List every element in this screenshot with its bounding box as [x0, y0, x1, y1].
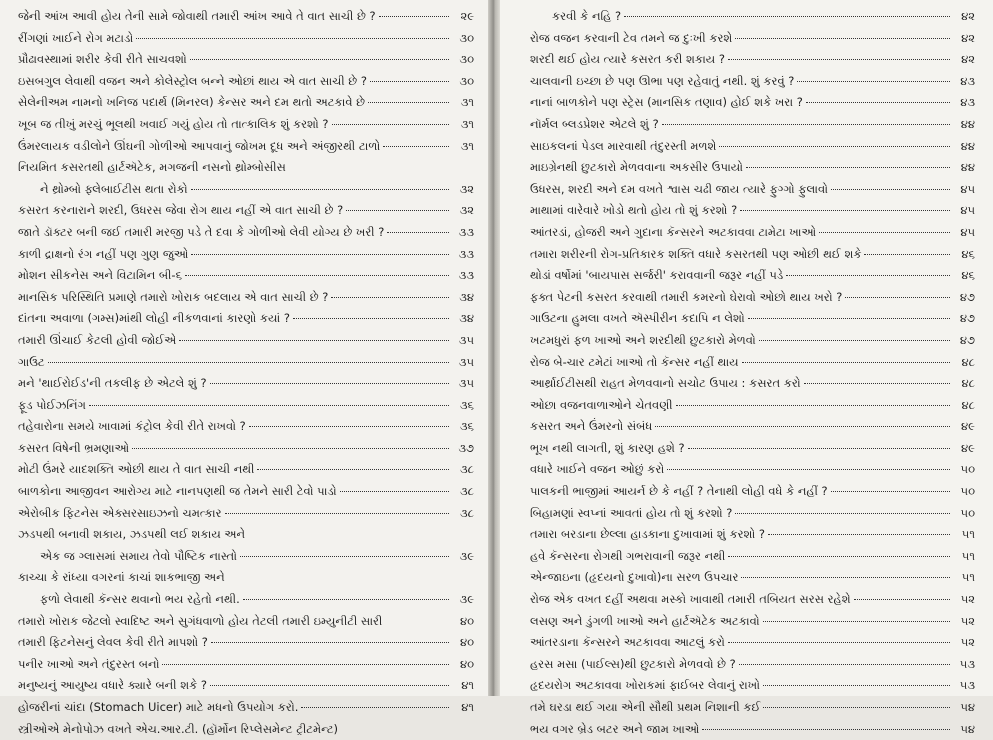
- toc-page-number: ૩૫: [458, 354, 474, 369]
- toc-entry: [18, 697, 474, 719]
- dot-leader: [655, 426, 950, 427]
- dot-leader: [759, 340, 950, 341]
- toc-entry-title: મોશન સીકનેસ અને વિટામિન બી-૬: [18, 268, 183, 283]
- toc-page-number: ૫૨: [960, 613, 975, 628]
- toc-entry: [530, 49, 975, 71]
- toc-entry-title: પ્રૌઢાવસ્થામાં શરીર કેવી રીતે સાચવશો: [18, 52, 187, 67]
- dot-leader: [804, 383, 950, 384]
- toc-entry: [530, 524, 975, 546]
- toc-entry-title: કસરત કરનારાને શરદી, ઉધરસ જેવા રોગ થાય નહીં એ વાત સાચી છે ?: [18, 203, 344, 218]
- toc-entry: [18, 459, 474, 481]
- toc-page-number: ૪૪: [960, 160, 975, 175]
- toc-entry-title: તમારો ખોરાક જેટલો સ્વાદિષ્ટ અને સુગંધવાળો હોય તેટલી તમારી ઇમ્યુનીટી સારી: [18, 613, 383, 628]
- toc-entry-title: કાચ્ચા કે રાંધ્યા વગરનાં કાચાં શાકભાજી અને: [18, 570, 225, 585]
- dot-leader: [728, 642, 950, 643]
- toc-page-number: ૪૬: [961, 268, 975, 283]
- toc-entry-title: તહેવારોના સમયે ખાવામાં કંટ્રોલ કેવી રીતે રાખવો ?: [18, 419, 246, 434]
- toc-entry-title: નૉર્મલ બ્લડપ્રેશર એટલે શું ?: [530, 116, 659, 131]
- toc-entry: [18, 611, 474, 633]
- toc-page-number: ૪૩: [960, 73, 975, 88]
- dot-leader: [768, 534, 950, 535]
- dot-leader: [190, 59, 449, 60]
- dot-leader: [191, 189, 449, 190]
- toc-entry: [530, 352, 975, 374]
- toc-entry-title: માઇગ્રેનથી છુટકારો મેળવવાના અકસીર ઉપાયો: [530, 160, 744, 175]
- toc-entry-title: શરદી થઈ હોય ત્યારે કસરત કરી શકાય ?: [530, 52, 725, 67]
- dot-leader: [370, 81, 449, 82]
- toc-entry-title: સાઇકલનાં પેડલ મારવાથી તંદુરસ્તી મળશે: [530, 138, 717, 153]
- toc-page-number: ૪૮: [961, 354, 975, 369]
- toc-page-number: ૪૫: [960, 203, 975, 218]
- dot-leader: [211, 642, 449, 643]
- dot-leader: [688, 448, 950, 449]
- dot-leader: [748, 318, 950, 319]
- toc-entry: [18, 49, 474, 71]
- toc-entry: [18, 589, 474, 611]
- dot-leader: [806, 102, 950, 103]
- dot-leader: [624, 16, 950, 17]
- toc-page-number: ૩૩: [458, 246, 474, 261]
- toc-entry: [530, 697, 975, 719]
- toc-page-number: ૩૦: [459, 52, 474, 67]
- toc-page-number: ૫૦: [960, 462, 975, 477]
- toc-entry-title: રીંગણાં ખાઈને રોગ મટાડો: [18, 30, 134, 45]
- toc-entry-title: બાળકોના આજીવન આરોગ્ય માટે નાનપણથી જ તેમને સારી ટેવો પાડો: [18, 484, 337, 499]
- toc-entry-title: તમે ઘરડા થઈ ગયા એની સૌથી પ્રથમ નિશાની કઈ: [530, 700, 761, 714]
- toc-entry-title: આંતરડાના કૅન્સરને અટકાવવા આટલું કરો: [530, 635, 725, 650]
- toc-page-number: ૪૭: [959, 332, 975, 347]
- toc-entry-title: રોજ એક વખત દહીં અથવા મસ્કો ખાવાથી તમારી તબિયત સરસ રહેશે: [530, 592, 851, 607]
- dot-leader: [249, 426, 449, 427]
- dot-leader: [763, 707, 950, 708]
- dot-leader: [797, 81, 950, 82]
- toc-page-number: ૩૮: [460, 484, 474, 499]
- toc-entry-title: ઇસબગુલ લેવાથી વજન અને કોલેસ્ટ્રોલ બન્ને ઓછાં થાય એ વાત સાચી છે ?: [18, 73, 367, 88]
- dot-leader: [662, 124, 950, 125]
- dot-leader: [786, 275, 950, 276]
- dot-leader: [257, 469, 449, 470]
- toc-page-number: ૪૨: [961, 30, 975, 45]
- toc-entry: [530, 92, 975, 114]
- toc-page-number: ૩૩: [458, 268, 474, 283]
- dot-leader: [854, 599, 950, 600]
- toc-entry: [530, 71, 975, 93]
- toc-entry: [18, 481, 474, 503]
- toc-entry-title: એક જ ગ્લાસમાં સમાય તેવો પૌષ્ટિક નાસ્તો: [40, 548, 237, 563]
- toc-entry: [18, 330, 474, 352]
- toc-entry: [530, 308, 975, 330]
- toc-page-number: ૩૧: [460, 138, 474, 153]
- toc-page-number: ૫૩: [959, 678, 975, 693]
- toc-page-number: ૪૭: [959, 289, 975, 304]
- toc-page-number: ૩૫: [458, 332, 474, 347]
- dot-leader: [162, 664, 449, 665]
- toc-entry-title: ચાલવાની ઇચ્છા છે પણ ઊભા પણ રહેવાતું નથી. શું કરવું ?: [530, 73, 795, 88]
- toc-entry: [18, 6, 474, 28]
- toc-entry-title: નાનાં બાળકોને પણ સ્ટ્રેસ (માનસિક તણાવ) હોઈ શકે ખરા ?: [530, 95, 803, 110]
- dot-leader: [368, 102, 449, 103]
- toc-entry-title: કસરત વિષેની ભ્રમણાઓ: [18, 440, 130, 455]
- toc-page-number: ૩૭: [458, 440, 474, 455]
- dot-leader: [225, 513, 449, 514]
- toc-page-number: ૫૨: [960, 635, 975, 650]
- toc-entry: [18, 287, 474, 309]
- toc-entry-title: ખૂબ જ તીખું મરચું ભૂલથી ખવાઈ ગયું હોય તો તાત્કાલિક શું કરશો ?: [18, 116, 329, 131]
- toc-page-number: ૪૧: [461, 700, 474, 714]
- toc-entry: [530, 287, 975, 309]
- toc-page-number: ૩૯: [459, 548, 474, 563]
- toc-page-number: ૪૨: [961, 52, 975, 67]
- toc-entry: [530, 200, 975, 222]
- dot-leader: [831, 189, 950, 190]
- toc-entry: [530, 265, 975, 287]
- dot-leader: [763, 621, 950, 622]
- toc-entry-title: ને થ્રોમ્બો ફ્લેબાઈટીસ થતા રોકો: [40, 181, 188, 196]
- toc-entry-title: ગાઉટ: [18, 354, 45, 369]
- toc-page-number: ૫૪: [960, 700, 975, 714]
- dot-leader: [735, 38, 950, 39]
- toc-page-number: ૩૩: [458, 224, 474, 239]
- toc-entry-title: તમારા બરડાના છેલ્લા હાડકાના દુખાવામાં શું કરશો ?: [530, 527, 766, 542]
- toc-entry: [530, 330, 975, 352]
- toc-page-number: ૪૪: [960, 116, 975, 131]
- toc-entry-title: હરસ મસા (પાઈલ્સ)થી છુટકારો મેળવવો છે ?: [530, 656, 736, 671]
- toc-entry-title: ફૂડ પોઈઝનિંગ: [18, 397, 86, 412]
- dot-leader: [741, 577, 950, 578]
- toc-page-number: ૪૮: [961, 397, 975, 412]
- dot-leader: [301, 707, 449, 708]
- toc-page-number: ૩૦: [459, 73, 474, 88]
- toc-page-number: ૩૯: [459, 592, 474, 607]
- toc-entry: [530, 567, 975, 589]
- toc-entry: [530, 373, 975, 395]
- dot-leader: [742, 362, 950, 363]
- toc-entry-title: કાળી દ્રાક્ષનો રંગ નહીં પણ ગુણ જુઓ: [18, 246, 189, 261]
- toc-entry: [530, 438, 975, 460]
- toc-entry-title: સ્ત્રીઓએ મેનોપોઝ વખતે એચ.આર.ટી. (હૉર્મોન રિપ્લેસમેન્ટ ટ્રીટમેન્ટ): [18, 721, 339, 736]
- toc-entry: [530, 632, 975, 654]
- dot-leader: [346, 210, 449, 211]
- dot-leader: [831, 491, 950, 492]
- toc-page-number: ૩૧: [460, 116, 474, 131]
- toc-entry-title: એન્જાઇના (હૃદયનો દુખાવો)ના સરળ ઉપચાર: [530, 570, 739, 585]
- toc-entry: [530, 244, 975, 266]
- dot-leader: [676, 405, 950, 406]
- toc-entry: [530, 222, 975, 244]
- toc-entry-title: જાતે ડૉક્ટર બની જઈ તમારી મરજી પડે તે દવા કે ગોળીઓ લેવી યોગ્ય છે ખરી ?: [18, 224, 385, 239]
- toc-entry-title: ફક્ત પેટની કસરત કરવાથી તમારી કમરનો ઘેરાવો ઓછો થાય ખરો ?: [530, 289, 843, 304]
- toc-entry-title: માનસિક પરિસ્થિતિ પ્રમાણે તમારો ખોરાક બદલાય એ વાત સાચી છે ?: [18, 289, 329, 304]
- toc-entry: [530, 459, 975, 481]
- toc-entry-title: વધારે ખાઈને વજન ઓછું કરો: [530, 462, 665, 477]
- book-gutter: [488, 0, 500, 696]
- toc-entry-title: સેલેનીઅમ નામનો ખનિજ પદાર્થ (મિનરલ) કેન્સર અને દમ થતો અટકાવે છે: [18, 95, 366, 110]
- toc-entry: [18, 114, 474, 136]
- toc-entry-title: મોટી ઉંમરે યાદશક્તિ ઓછી થાય તે વાત સાચી નથી: [18, 462, 255, 477]
- toc-entry-title: હોજરીનાં ચાંદા (Stomach Uicer) માટે મધનો ઉપયોગ કરો.: [18, 700, 299, 714]
- toc-entry: [530, 28, 975, 50]
- toc-page-number: ૩૮: [460, 505, 474, 520]
- toc-entry: [18, 373, 474, 395]
- dot-leader: [240, 556, 449, 557]
- toc-entry-title: કસરત અને ઉંમરનો સંબંધ: [530, 419, 653, 434]
- dot-leader: [89, 405, 449, 406]
- toc-entry-title: લસણ અને ડુંગળી ખાઓ અને હાર્ટઍટેક અટકાવો: [530, 613, 760, 628]
- toc-page-number: ૩૪: [459, 311, 474, 326]
- dot-leader: [719, 146, 950, 147]
- dot-leader: [132, 448, 449, 449]
- toc-entry: [18, 71, 474, 93]
- toc-entry-title: જેની આંખ આવી હોય તેની સામે જોવાથી તમારી આંખ આવે તે વાત સાચી છે ?: [18, 9, 376, 23]
- toc-page-number: ૫૧: [961, 527, 975, 542]
- toc-entry: [18, 719, 474, 740]
- toc-page-number: ૪૦: [459, 635, 474, 650]
- toc-entry-title: ખટમધુરાં ફળ ખાઓ અને શરદીથી છુટકારો મેળવો: [530, 332, 756, 347]
- toc-page-number: ૫૧: [961, 570, 975, 585]
- toc-entry: [18, 308, 474, 330]
- dot-leader: [735, 513, 950, 514]
- toc-entry: [18, 438, 474, 460]
- dot-leader: [763, 685, 950, 686]
- toc-entry: [18, 265, 474, 287]
- toc-entry-title: ઉંમરલાયક વડીલોને ઊંઘની ગોળીઓ આપવાનું જોખમ દૂધ અને અંજીરથી ટાળો: [18, 138, 381, 153]
- dot-leader: [210, 685, 449, 686]
- toc-entry-title: થોડાં વર્ષોમાં 'બાયપાસ સર્જરી' કરાવવાની જરૂર નહીં પડે: [530, 268, 784, 283]
- toc-entry: [18, 524, 474, 546]
- toc-entry: [530, 157, 975, 179]
- toc-page-number: ૪૫: [960, 224, 975, 239]
- toc-page-number: ૫૦: [960, 484, 975, 499]
- toc-entry: [530, 611, 975, 633]
- toc-entry: [18, 200, 474, 222]
- toc-entry-title: હૃદયરોગ અટકાવવા ખોરાકમાં ફાઈબર લેવાનું રાખો: [530, 678, 760, 693]
- toc-entry: [530, 136, 975, 158]
- toc-entry-title: તમારા શરીરની રોગ-પ્રતિકારક શક્તિ વધારે કસરતથી પણ ઓછી થઈ શકે: [530, 246, 862, 261]
- toc-entry-title: પાલકની ભાજીમાં આયર્ન છે કે નહીં ? તેનાથી લોહી વધે કે નહીં ?: [530, 484, 828, 499]
- dot-leader: [387, 232, 449, 233]
- toc-page-number: ૩૫: [458, 376, 474, 391]
- dot-leader: [331, 297, 449, 298]
- toc-entry-title: હવે કૅન્સરના રોગથી ગભરાવાની જરૂર નથી: [530, 548, 726, 563]
- toc-entry-title: તમારી ઊંચાઈ કેટલી હોવી જોઈએ: [18, 332, 177, 347]
- toc-entry: [530, 416, 975, 438]
- toc-page-number: ૪૯: [961, 419, 975, 434]
- dot-leader: [136, 38, 449, 39]
- toc-entry-title: તમારી ફિટનેસનું લેવલ કેવી રીતે માપશો ?: [18, 635, 208, 650]
- toc-entry: [18, 395, 474, 417]
- toc-entry-title: આર્થ્રાઈટીસથી રાહત મેળવવાનો સચોટ ઉપાય : કસરત કરો: [530, 376, 801, 391]
- dot-leader: [332, 124, 449, 125]
- toc-page-number: ૩૧: [460, 95, 474, 110]
- dot-leader: [340, 491, 449, 492]
- toc-entry-title: રોજ બે-ચાર ટમેટાં ખાઓ તો કૅન્સર નહીં થાય: [530, 354, 739, 369]
- dot-leader: [845, 297, 950, 298]
- toc-entry: [18, 654, 474, 676]
- toc-entry: [18, 222, 474, 244]
- toc-entry-title: માથામાં વારેવારે ખોડો થતો હોય તો શું કરશો ?: [530, 203, 738, 218]
- toc-entry-title: ઓછા વજનવાળાઓને ચેતવણી: [530, 397, 673, 412]
- dot-leader: [864, 254, 950, 255]
- toc-entry-title: બિહામણાં સ્વપ્નાં આવતાં હોય તો શું કરશો ?: [530, 505, 733, 520]
- toc-entry-title: મને 'થાઈરોઈડ'ની તકલીફ છે એટલે શું ?: [18, 376, 207, 391]
- dot-leader: [740, 210, 950, 211]
- toc-entry: [530, 179, 975, 201]
- dot-leader: [728, 59, 950, 60]
- toc-entry-title: નિયમિત કસરતથી હાર્ટઍટેક, મગજની નસનો થ્રોમ્બોસીસ: [18, 160, 286, 175]
- dot-leader: [379, 16, 449, 17]
- toc-page-number: ૩૬: [459, 397, 474, 412]
- dot-leader: [739, 664, 950, 665]
- toc-page-number: ૩૦: [459, 30, 474, 45]
- toc-entry: [18, 503, 474, 525]
- right-page: [500, 0, 993, 736]
- toc-entry: [530, 395, 975, 417]
- toc-page-number: ૫૩: [959, 656, 975, 671]
- left-page: [0, 0, 488, 736]
- toc-entry-title: પનીર ખાઓ અને તંદુરસ્ત બનો: [18, 656, 160, 671]
- dot-leader: [746, 167, 950, 168]
- toc-entry: [530, 546, 975, 568]
- toc-entry: [18, 632, 474, 654]
- toc-page-number: ૪૯: [961, 440, 975, 455]
- toc-page-number: ૪૦: [459, 613, 474, 628]
- toc-entry: [530, 503, 975, 525]
- toc-page-number: ૪૨: [961, 9, 975, 23]
- toc-entry-title: ઉધરસ, શરદી અને દમ વખતે શ્વાસ ચઢી જાય ત્યારે ફુગ્ગો ફુલાવો: [530, 181, 829, 196]
- toc-page-number: ૪૮: [961, 376, 975, 391]
- toc-entry: [18, 179, 474, 201]
- dot-leader: [702, 729, 950, 730]
- toc-page-number: ૪૭: [959, 311, 975, 326]
- toc-page-number: ૫૪: [960, 721, 975, 736]
- toc-page-number: ૪૫: [960, 181, 975, 196]
- toc-page-number: ૪૩: [960, 95, 975, 110]
- toc-entry: [530, 654, 975, 676]
- toc-page-number: ૪૧: [461, 678, 474, 693]
- dot-leader: [48, 362, 449, 363]
- toc-entry-title: રોજ વજન કરવાની ટેવ તમને જ દુઃખી કરશે: [530, 30, 733, 45]
- toc-page-number: ૩૨: [459, 181, 474, 196]
- toc-entry-title: એરોબીક ફિટનેસ એક્સરસાઇઝનો ચમત્કાર: [18, 505, 222, 520]
- toc-entry: [18, 675, 474, 697]
- toc-entry: [18, 136, 474, 158]
- toc-entry-title: ભૂખ નથી લાગતી, શું કારણ હશે ?: [530, 440, 685, 455]
- toc-page-number: ૪૬: [961, 246, 975, 261]
- dot-leader: [191, 254, 449, 255]
- toc-page-number: ૪૦: [459, 656, 474, 671]
- dot-leader: [383, 146, 449, 147]
- dot-leader: [210, 383, 449, 384]
- toc-entry-title: મનુષ્યનું આયુષ્ય વધારે ક્યારે બની શકે ?: [18, 678, 207, 693]
- toc-page-number: ૫૧: [961, 548, 975, 563]
- toc-entry-title: ભય વગર બ્રેડ બટર અને જામ ખાઓ: [530, 721, 700, 736]
- dot-leader: [293, 318, 449, 319]
- toc-entry-title: દાંતના અવાળા (ગમ્સ)માંથી લોહી નીકળવાનાં કારણો કયાં ?: [18, 311, 291, 326]
- toc-page-number: ૩૬: [459, 419, 474, 434]
- toc-page-number: ૩૪: [459, 289, 474, 304]
- toc-entry: [18, 157, 474, 179]
- toc-entry: [18, 352, 474, 374]
- toc-page-number: ૨૯: [460, 9, 474, 23]
- toc-entry-title: ગાઉટના હુમલા વખતે ઍસ્પીરીન કદાપિ ન લેશો: [530, 311, 745, 326]
- toc-entry: [18, 28, 474, 50]
- dot-leader: [667, 469, 950, 470]
- toc-entry: [530, 675, 975, 697]
- toc-entry-title: ઝડપથી બનાવી શકાય, ઝડપથી લઈ શકાય અને: [18, 527, 246, 542]
- dot-leader: [819, 232, 950, 233]
- dot-leader: [179, 340, 449, 341]
- toc-entry: [18, 546, 474, 568]
- toc-page-number: ૫૦: [960, 505, 975, 520]
- toc-entry-title: કરવી કે નહિ ?: [552, 9, 622, 23]
- toc-page-number: ૩૨: [459, 203, 474, 218]
- toc-entry: [18, 244, 474, 266]
- toc-entry: [18, 567, 474, 589]
- toc-entry: [530, 481, 975, 503]
- dot-leader: [243, 599, 449, 600]
- dot-leader: [728, 556, 950, 557]
- toc-entry-title: ફળો લેવાથી કૅન્સર થવાનો ભય રહેતો નથી.: [40, 592, 240, 607]
- dot-leader: [185, 275, 449, 276]
- toc-page-number: ૪૪: [960, 138, 975, 153]
- toc-page-number: ૫૨: [960, 592, 975, 607]
- toc-entry: [530, 719, 975, 740]
- toc-entry: [530, 6, 975, 28]
- toc-entry-title: આંતરડાં, હોજરી અને ગુદાના કૅન્સરને અટકાવવા ટામેટા ખાઓ: [530, 224, 817, 239]
- toc-entry: [530, 589, 975, 611]
- toc-entry: [18, 92, 474, 114]
- toc-entry: [18, 416, 474, 438]
- toc-entry: [530, 114, 975, 136]
- toc-page-number: ૩૮: [460, 462, 474, 477]
